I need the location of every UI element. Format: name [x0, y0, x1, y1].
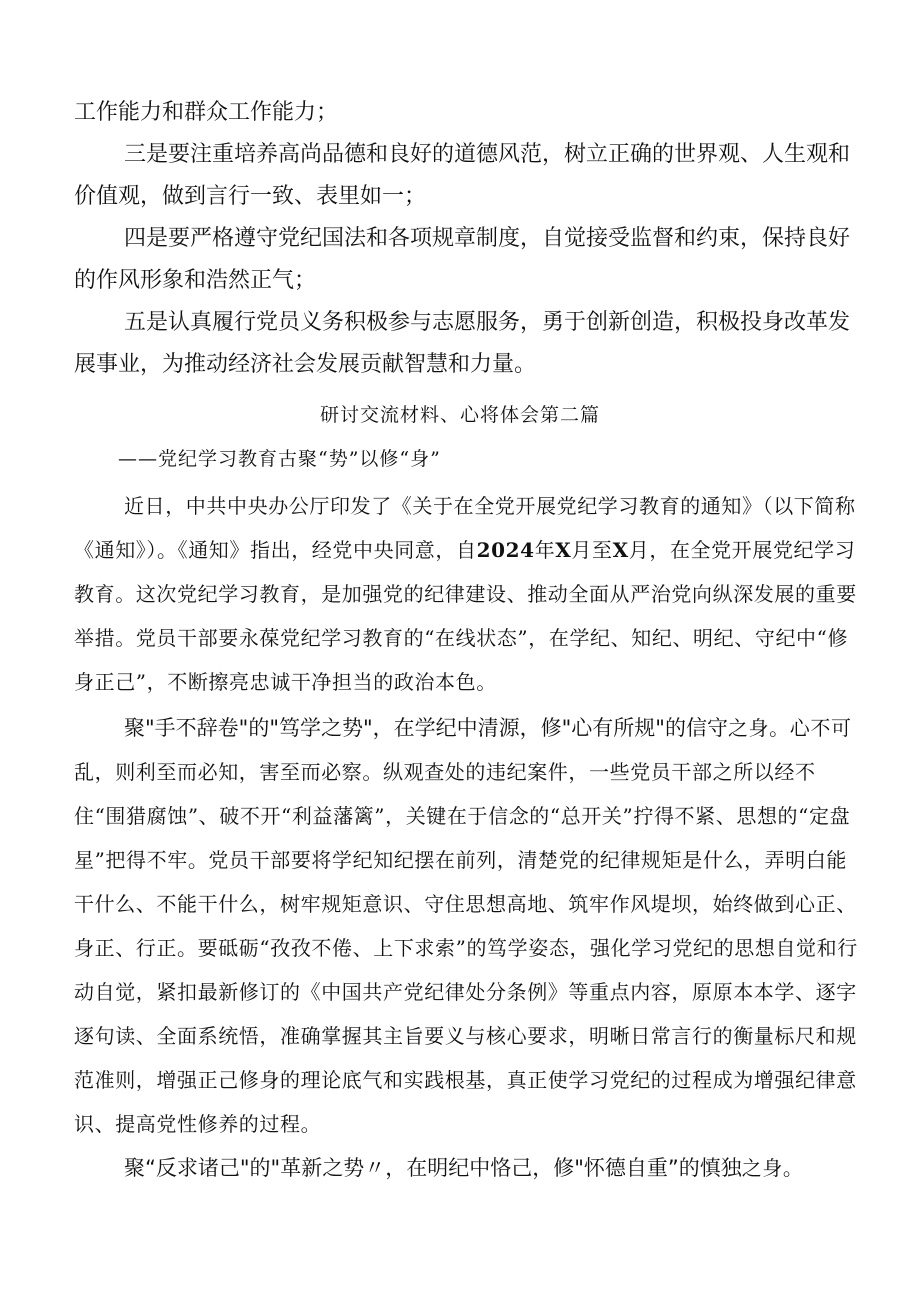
paragraph-5-month-x1: X — [555, 538, 572, 562]
paragraph-7-lead: 聚“反求诸己"的"革新之势〃，在明纪中恪己，修"怀德自重”的慎独 — [124, 1156, 742, 1180]
paragraph-6 — [74, 706, 864, 1146]
paragraph-7-text: 之身。 — [741, 1156, 804, 1180]
paragraph-2: 三是要注重培养高尚品德和良好的道德风范，树立正确的世界观、人生观和价值观，做到言行一致、表里如一； — [74, 142, 851, 209]
section-subtitle: ——党纪学习教育古聚“势”以修“身” — [118, 448, 441, 470]
paragraph-6-lead: 聚"手不辞卷"的"笃学之势"，在学纪中清源，修"心有所规"的信守 — [124, 716, 728, 740]
paragraph-5-text-a: 近日，中共中央办公厅印发了《关于在全党开展党纪学习教育的通知》（以下简称《通知》）。《通知》指出，经党中央同意，自 — [74, 494, 856, 562]
paragraph-5-month-x2: X — [612, 538, 629, 562]
paragraph-3: 四是要严格遵守党纪国法和各项规章制度，自觉接受监督和约束，保持良好的作风形象和浩然正气； — [74, 226, 851, 293]
paragraph-5-year: 2024 — [476, 538, 535, 562]
paragraph-5-text-c: 月至 — [571, 538, 613, 562]
paragraph-5-text-d: 月，在全党开展党纪学习教育。这次党纪学习教育，是加强党的纪律建设、推动全面从严治党向纵深发展的重要举措。党员干部要永葆党纪学习教育的“在线状态”，在学纪、知纪、明纪、守纪中“修身正己”，不断擦亮忠诚干净担当的政治本色。 — [74, 538, 857, 694]
paragraph-4: 五是认真履行党员义务积极参与志愿服务，勇于创新创造，积极投身改革发展事业，为推动经济社会发展贡献智慧和力量。 — [74, 310, 851, 377]
paragraph-6-text: 之身。心不可乱，则利至而必知，害至而必察。纵观查处的违纪案件，一些党员干部之所以经不住“围猎腐蚀”、破不开“利益藩篱”，关键在于信念的“总开关”拧得不紧、思想的“定盘星”把得不牢。党员干部要将学纪知纪摆在前列，清楚党的纪律规矩是什么，弄明白能干什么、不能干什么，树牢规矩意识、守住思想高地、筑牢作风堤坝，始终做到心正、身正、行正。要砥砺“孜孜不倦、上下求索”的笃学姿态，强化学习党纪的思想自觉和行动自觉，紧扣最新修订的《中国共产党纪律处分条例》等重点内容，原原本本学、逐字逐句读、全面系统悟，准确掌握其主旨要义与核心要求，明晰日常言行的衡量标尺和规范准则，增强正己修身的理论底气和实践根基，真正使学习党纪的过程成为增强纪律意识、提高党性修养的过程。 — [74, 716, 858, 1136]
paragraph-1: 工作能力和群众工作能力； — [74, 100, 339, 125]
paragraph-7 — [74, 1146, 864, 1190]
paragraph-5-text-b: 年 — [534, 538, 556, 562]
section-title: 研讨交流材料、心将体会第二篇 — [319, 404, 600, 426]
paragraph-5 — [74, 484, 864, 704]
